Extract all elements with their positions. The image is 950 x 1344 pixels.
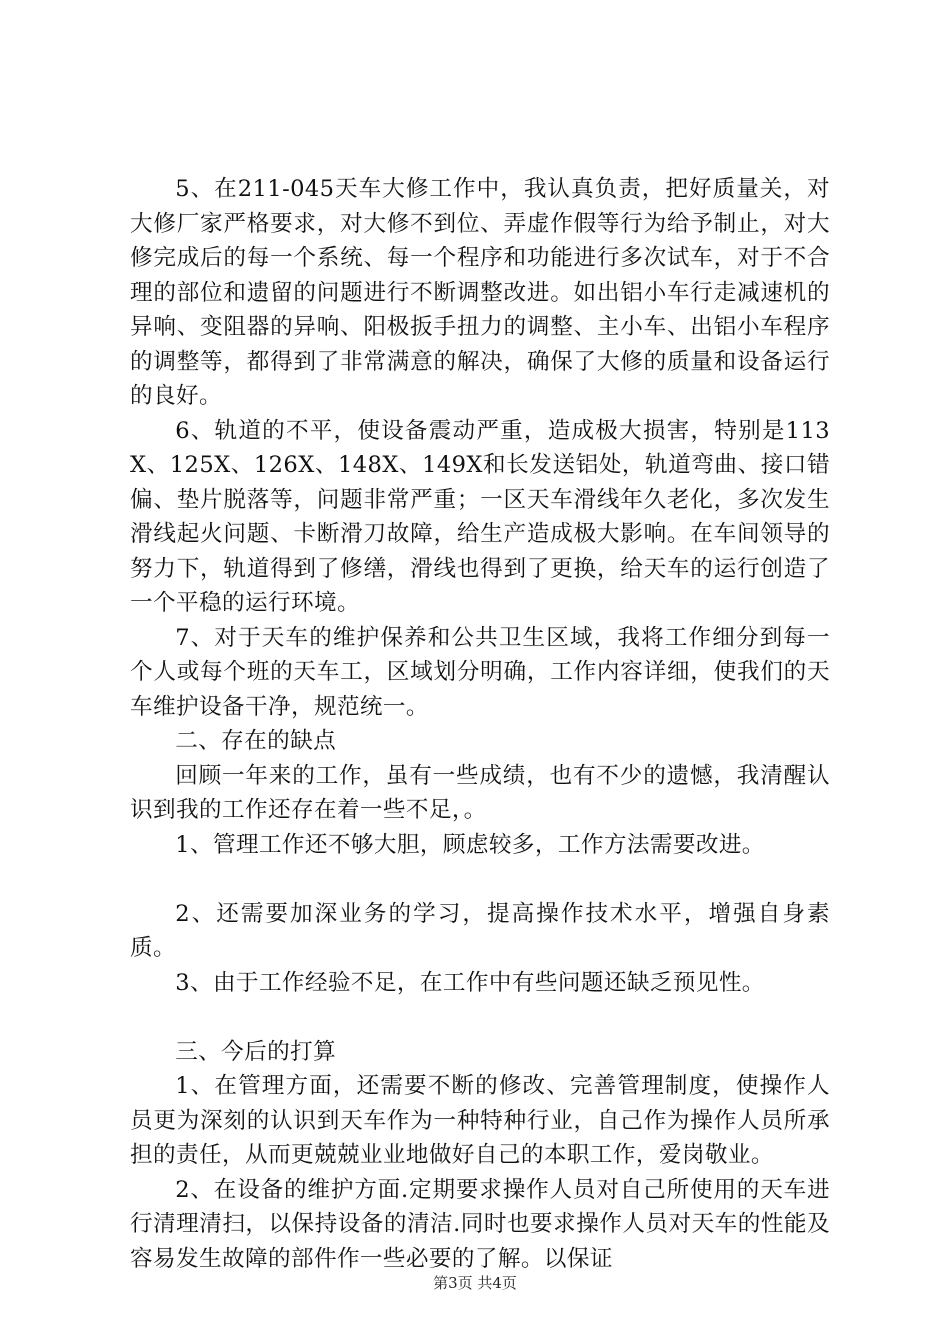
section-heading-plans: 三、今后的打算 xyxy=(175,1038,337,1065)
shortcoming-item-2: 2、还需要加深业务的学习，提高操作技术水平，增强自身素质。 xyxy=(130,900,830,961)
paragraph-item-5: 5、在211-045天车大修工作中，我认真负责，把好质量关，对大修厂家严格要求，对大修不到位、弄虚作假等行为给予制止，对大修完成后的每一个系统、每一个程序和功能进行多次试车，对于不合理的部位和遗留的问题进行不断调整改进。如出铝小车行走减速机的异响、变阻器的异响、阳极扳手扭力的调整、主小车、出铝小车程序的调整等，都得到了非常满意的解决，确保了大修的质量和设备运行的良好。 xyxy=(130,176,830,409)
shortcoming-item-1: 1、管理工作还不够大胆，顾虑较多，工作方法需要改进。 xyxy=(175,831,765,858)
blank-line xyxy=(130,1000,830,1035)
page-footer: 第3页 共4页 xyxy=(433,1274,517,1292)
document-body xyxy=(130,172,830,1276)
blank-line xyxy=(130,862,830,897)
paragraph-item-7: 7、对于天车的维护保养和公共卫生区域，我将工作细分到每一个人或每个班的天车工，区域划分明确，工作内容详细，使我们的天车维护设备干净，规范统一。 xyxy=(130,624,830,720)
section-heading-shortcomings: 二、存在的缺点 xyxy=(175,728,337,754)
plan-item-1: 1、在管理方面，还需要不断的修改、完善管理制度，使操作人员更为深刻的认识到天车作为一种特种行业，自己作为操作人员所承担的责任，从而更兢兢业业地做好自己的本职工作，爱岗敬业。 xyxy=(130,1073,830,1168)
paragraph-review: 回顾一年来的工作，虽有一些成绩，也有不少的遗憾，我清醒认识到我的工作还存在着一些不足，。 xyxy=(130,762,830,823)
shortcoming-item-3: 3、由于工作经验不足，在工作中有些问题还缺乏预见性。 xyxy=(175,969,765,996)
plan-item-2: 2、在设备的维护方面.定期要求操作人员对自己所使用的天车进行清理清扫，以保持设备的清洁.同时也要求操作人员对天车的性能及容易发生故障的部件作一些必要的了解。以保证 xyxy=(130,1176,830,1272)
paragraph-item-6: 6、轨道的不平，使设备震动严重，造成极大损害，特别是113X、125X、126X、148X、149X和长发送铝处，轨道弯曲、接口错偏、垫片脱落等，问题非常严重；一区天车滑线年久老化，多次发生滑线起火问题、卡断滑刀故障，给生产造成极大影响。在车间领导的努力下，轨道得到了修缮，滑线也得到了更换，给天车的运行创造了一个平稳的运行环境。 xyxy=(130,417,830,616)
